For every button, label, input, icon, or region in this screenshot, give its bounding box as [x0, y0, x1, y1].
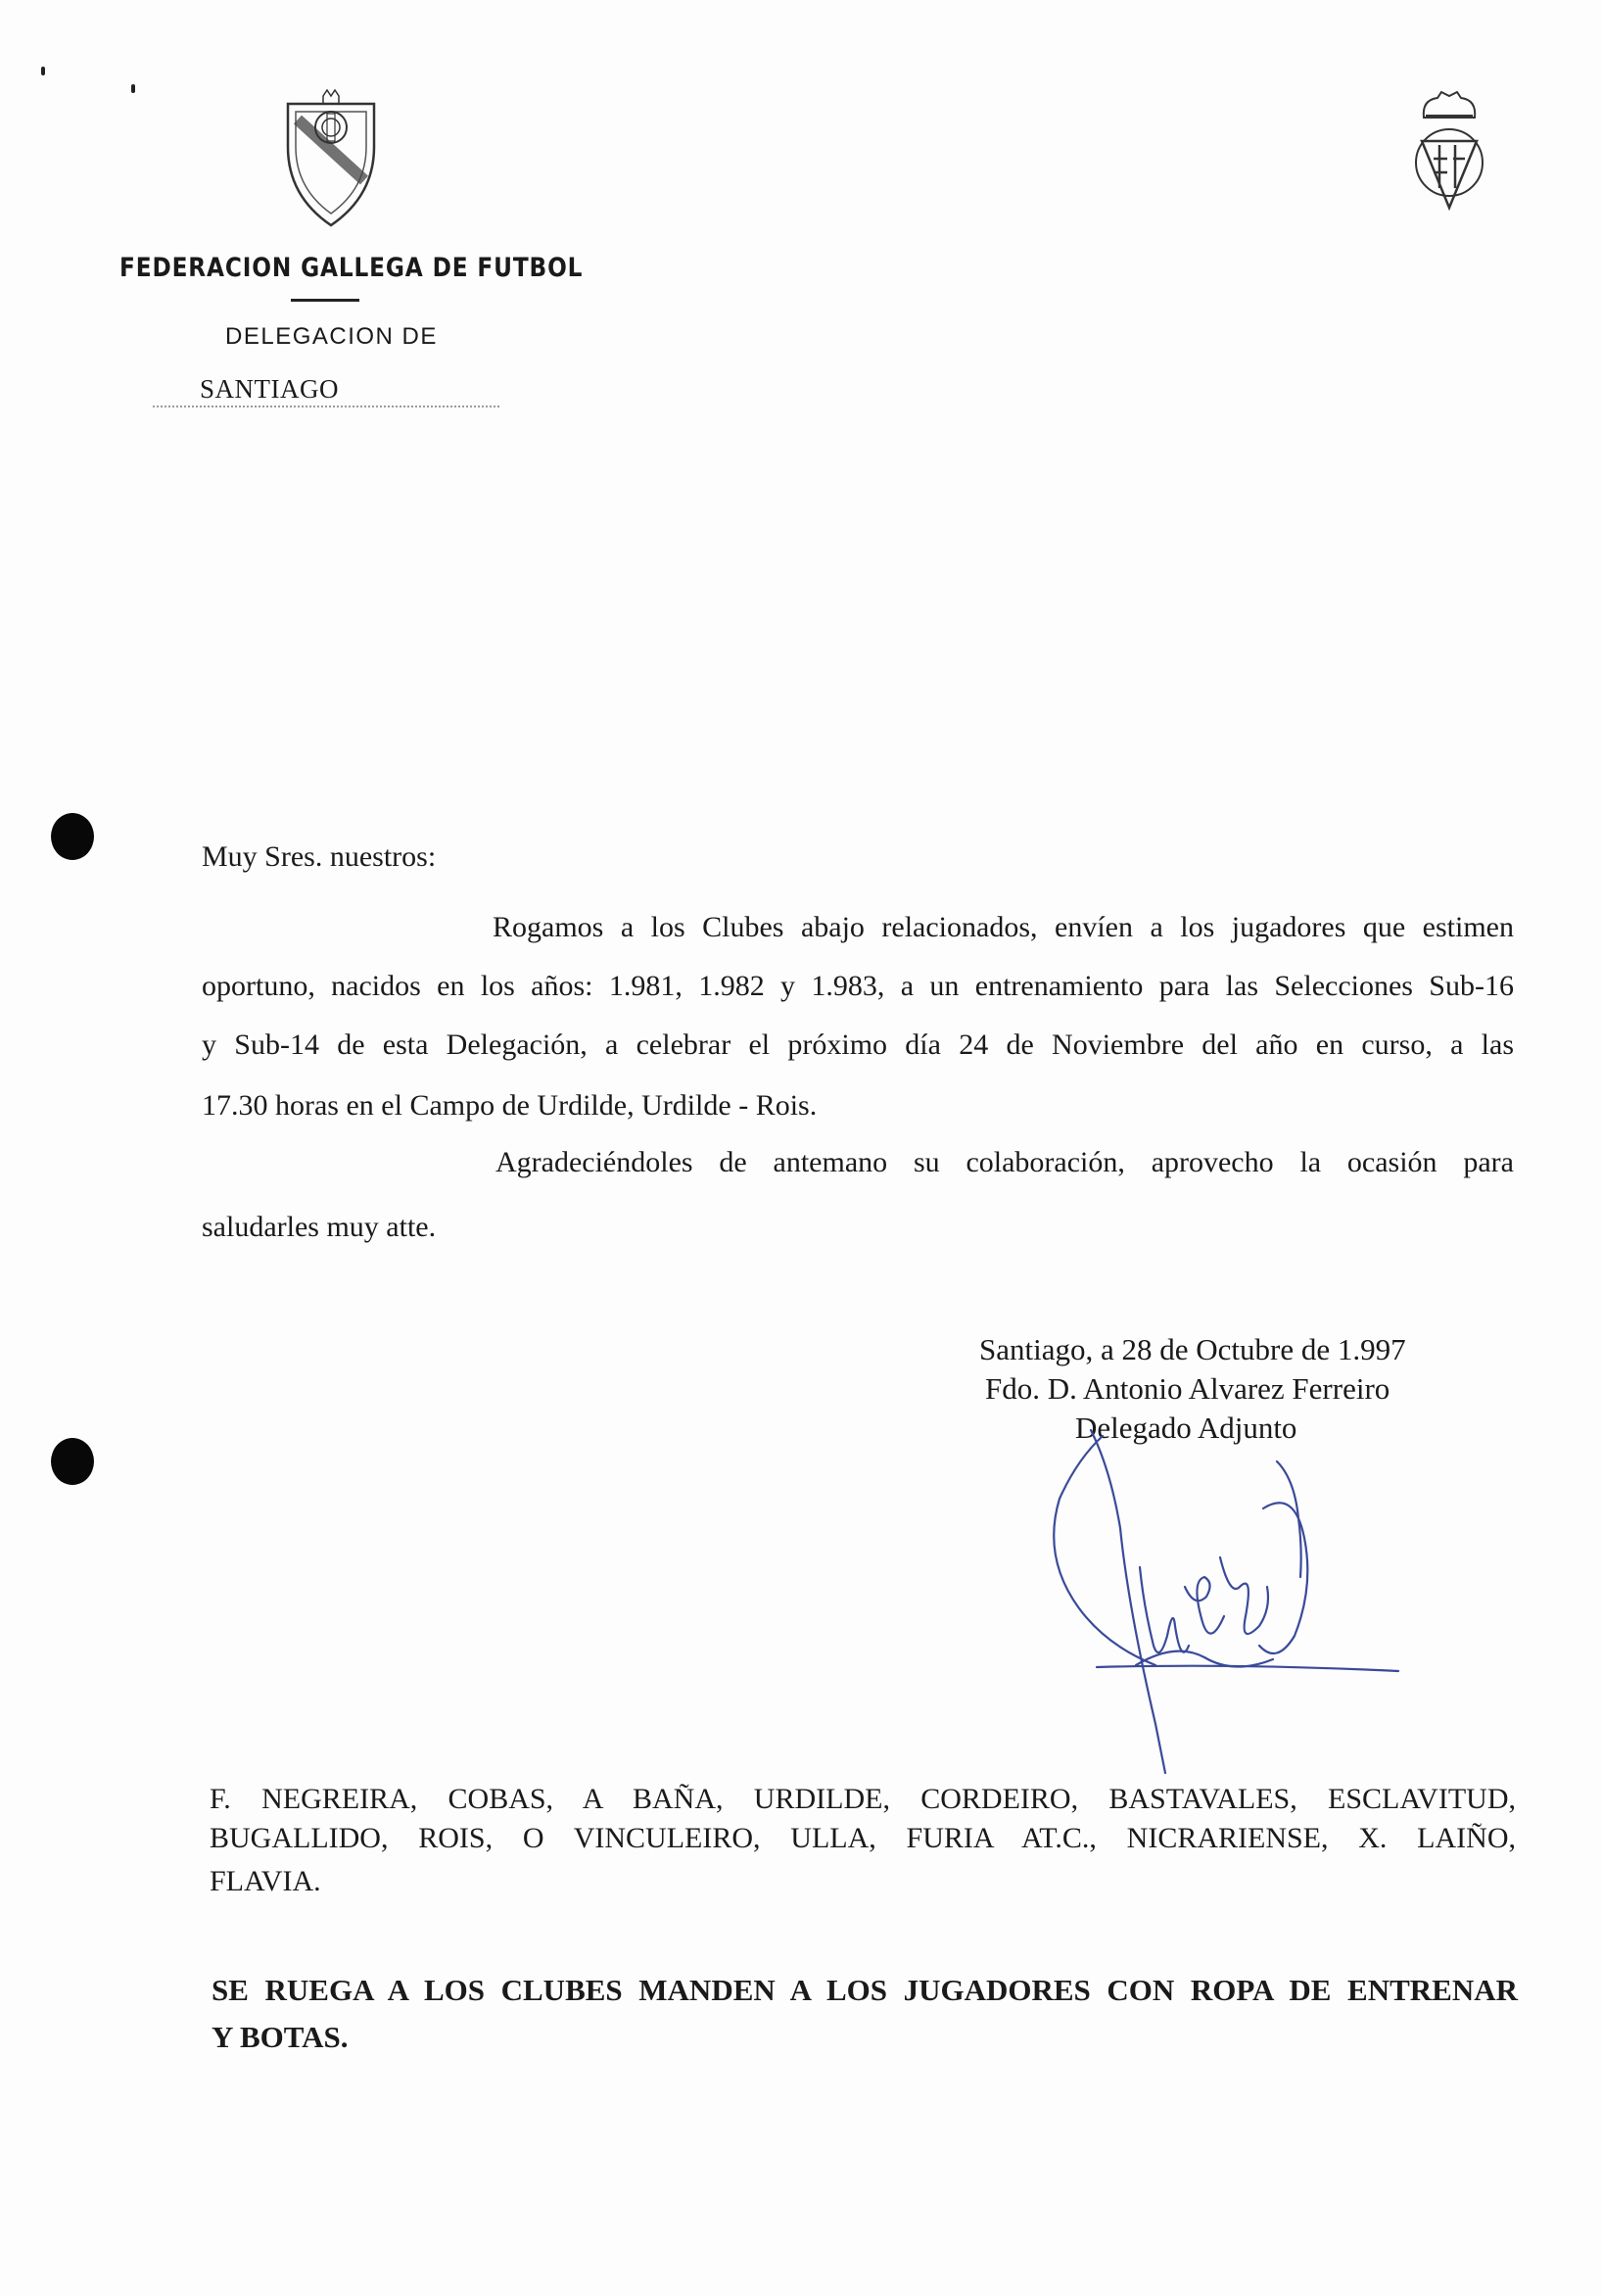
delegation-city: SANTIAGO — [200, 374, 339, 404]
dotted-underline — [153, 406, 499, 407]
scan-speck — [131, 84, 135, 93]
paragraph-line: saludarles muy atte. — [202, 1211, 437, 1243]
club-list-line: BUGALLIDO, ROIS, O VINCULEIRO, ULLA, FURIA AT.C., NICRARIENSE, X. LAIÑO, — [210, 1822, 1516, 1854]
federation-name: FEDERACION GALLEGA DE FUTBOL — [119, 253, 584, 283]
paragraph-line: Agradeciéndoles de antemano su colaboración, aprovecho la ocasión para — [495, 1146, 1514, 1178]
delegation-label: DELEGACION DE — [225, 323, 438, 350]
royal-spanish-federation-crest-icon — [1408, 90, 1490, 212]
club-list-line: F. NEGREIRA, COBAS, A BAÑA, URDILDE, CORDEIRO, BASTAVALES, ESCLAVITUD, — [210, 1783, 1516, 1815]
scan-speck — [41, 67, 45, 75]
place-date: Santiago, a 28 de Octubre de 1.997 — [979, 1332, 1406, 1366]
club-list-line: FLAVIA. — [210, 1865, 321, 1897]
paragraph-line: 17.30 horas en el Campo de Urdilde, Urdilde - Rois. — [202, 1089, 818, 1122]
signer-title: Delegado Adjunto — [1075, 1411, 1297, 1445]
instruction-note: SE RUEGA A LOS CLUBES MANDEN A LOS JUGADORES CON ROPA DE ENTRENAR — [212, 1973, 1518, 2007]
punch-hole — [51, 813, 94, 860]
greeting: Muy Sres. nuestros: — [202, 840, 437, 873]
punch-hole — [51, 1438, 94, 1485]
paragraph-line: oportuno, nacidos en los años: 1.981, 1.982 y 1.983, a un entrenamiento para las Selecciones Sub-16 — [202, 970, 1514, 1002]
paragraph-line: Rogamos a los Clubes abajo relacionados, envíen a los jugadores que estimen — [493, 911, 1514, 943]
handwritten-signature-icon — [1038, 1352, 1410, 1783]
paragraph-line: y Sub-14 de esta Delegación, a celebrar el próximo día 24 de Noviembre del año en curso, a las — [202, 1028, 1514, 1061]
instruction-note: Y BOTAS. — [212, 2020, 349, 2054]
letterhead-divider — [291, 299, 359, 302]
galician-federation-crest-icon — [284, 86, 378, 229]
signer-name: Fdo. D. Antonio Alvarez Ferreiro — [985, 1371, 1390, 1406]
